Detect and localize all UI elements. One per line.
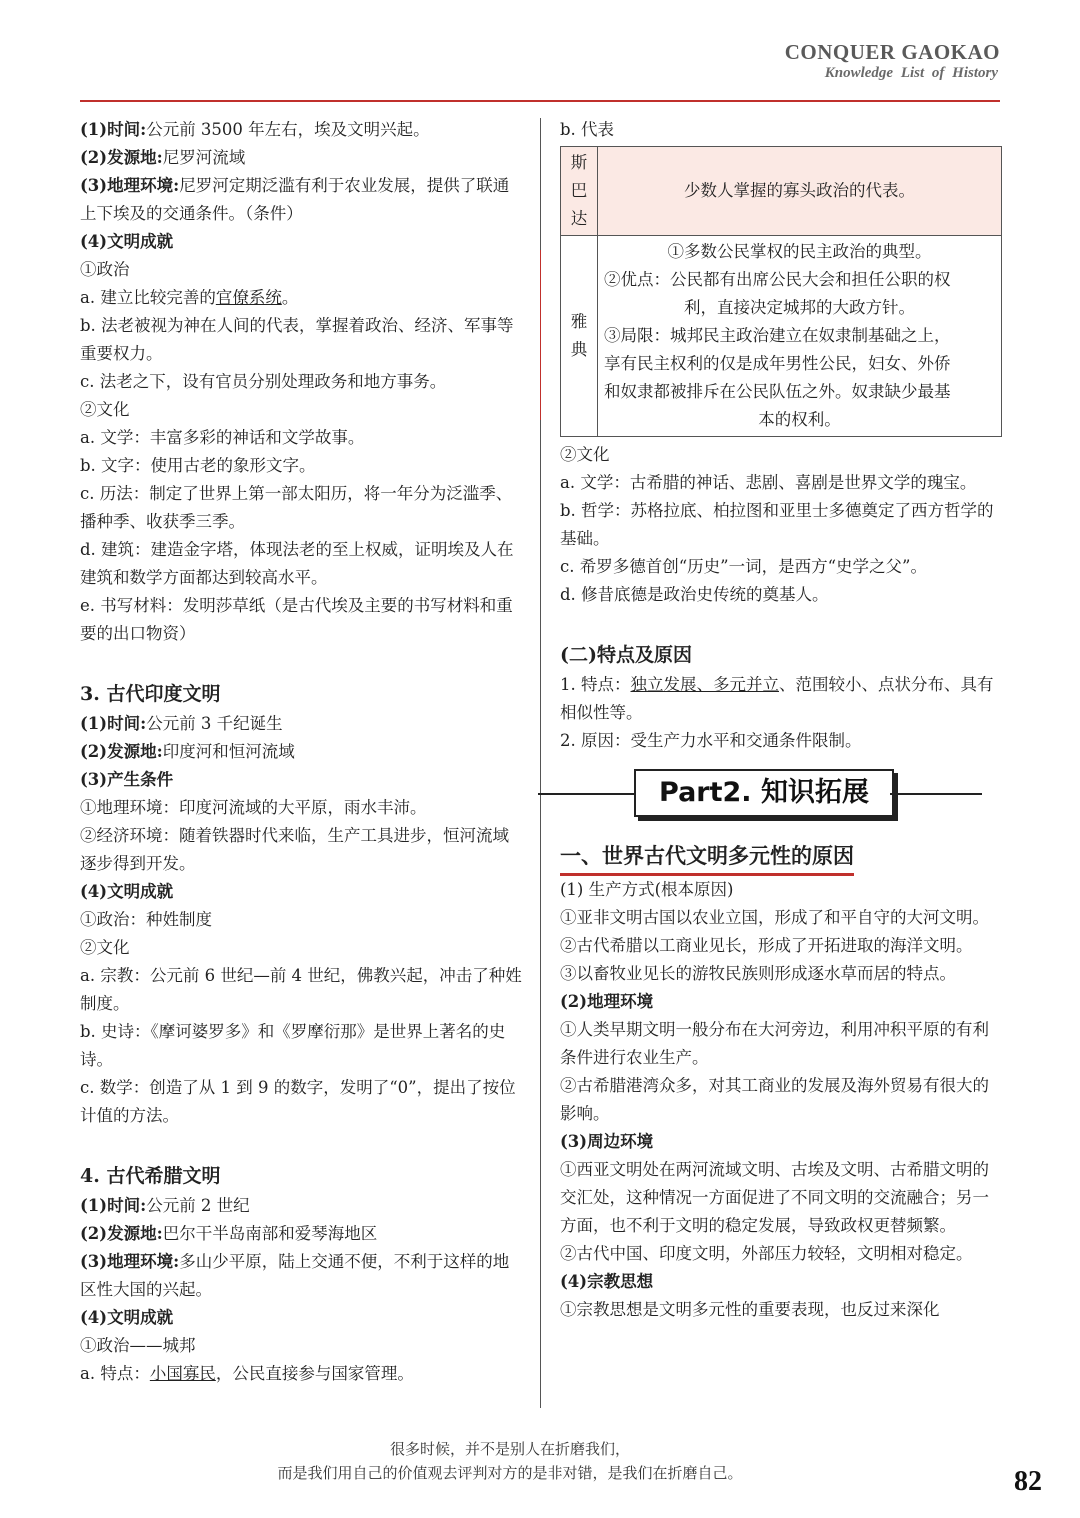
part2-line-right — [890, 793, 982, 795]
part2-line-left — [538, 793, 634, 795]
section-heading — [80, 678, 522, 710]
text-line — [80, 710, 522, 738]
text-line — [80, 256, 522, 284]
text-line — [80, 878, 522, 906]
athens-text-line: ①多数公民掌权的民主政治的典型。 — [667, 242, 932, 261]
text-line — [80, 396, 522, 424]
text-line — [560, 116, 1002, 144]
footer-quote-line-2: 而是我们用自己的价值观去评判对方的是非对错，是我们在折磨自己。 — [277, 1464, 743, 1482]
text-line — [80, 116, 522, 144]
text-run: e. 书写材料：发明莎草纸（是古代埃及主要的书写材料和重要的出口物资） — [80, 596, 513, 643]
text-run: d. 修昔底德是政治史传统的奠基人。 — [560, 585, 829, 604]
athens-text-line: ②优点：公民都有出席公民大会和担任公职的权 — [604, 270, 951, 289]
athens-text-line: 本的权利。 — [758, 410, 841, 429]
text-run: c. 数学：创造了从 1 到 9 的数字，发明了“0”，提出了按位计值的方法。 — [80, 1078, 516, 1125]
text-line — [80, 1304, 522, 1332]
left-column — [80, 116, 522, 1388]
bold-label: (4)文明成就 — [80, 232, 174, 251]
text-run: (1) 生产方式(根本原因) — [560, 880, 734, 899]
text-run: (二)特点及原因 — [560, 644, 692, 666]
bold-label: (2)发源地: — [80, 148, 163, 167]
text-line — [80, 934, 522, 962]
text-run: b. 法老被视为神在人间的代表，掌握着政治、经济、军事等重要权力。 — [80, 316, 514, 363]
text-line — [80, 766, 522, 794]
text-run: ①政治 — [80, 260, 130, 279]
text-line — [560, 1072, 1002, 1128]
bold-label: (2)发源地: — [80, 742, 163, 761]
athens-text-line: ③局限：城邦民主政治建立在奴隶制基础之上， — [604, 326, 951, 345]
text-line — [80, 1248, 522, 1304]
athens-text-line: 和奴隶都被排斥在公民队伍之外。奴隶缺少最基 — [604, 382, 951, 401]
text-run: ②经济环境：随着铁器时代来临，生产工具进步，恒河流域逐步得到开发。 — [80, 826, 509, 873]
underlined-term: 独立发展、多元并立 — [630, 675, 779, 694]
text-line — [560, 876, 1002, 904]
text-run: a. 文学：古希腊的神话、悲剧、喜剧是世界文学的瑰宝。 — [560, 473, 977, 492]
text-line — [80, 1360, 522, 1388]
bold-label: (2)发源地: — [80, 1224, 163, 1243]
text-run: 3. 古代印度文明 — [80, 683, 221, 705]
bold-label: (3)地理环境: — [80, 176, 180, 195]
text-line — [560, 988, 1002, 1016]
text-line — [560, 671, 1002, 727]
label-char: 雅 — [570, 312, 588, 331]
text-line — [80, 822, 522, 878]
text-line — [560, 1268, 1002, 1296]
text-run: 印度河和恒河流域 — [162, 742, 295, 761]
bold-label: (1)时间: — [80, 120, 147, 139]
section-heading — [560, 639, 1002, 671]
text-line — [560, 1156, 1002, 1240]
text-run: 。 — [281, 288, 299, 307]
text-line — [560, 727, 1002, 755]
text-run: ，公民直接参与国家管理。 — [215, 1364, 414, 1383]
text-line — [80, 906, 522, 934]
spacer — [80, 1130, 522, 1146]
text-line — [80, 1074, 522, 1130]
text-run: b. 文字：使用古老的象形文字。 — [80, 456, 316, 475]
text-line — [560, 932, 1002, 960]
text-line — [80, 144, 522, 172]
text-line — [80, 172, 522, 228]
text-run: 2. 原因：受生产力水平和交通条件限制。 — [560, 731, 862, 750]
athens-description — [598, 236, 1002, 437]
text-line — [80, 424, 522, 452]
text-run: b. 代表 — [560, 120, 615, 139]
text-run: ①宗教思想是文明多元性的重要表现，也反过来深化 — [560, 1300, 940, 1319]
text-run: 公元前 2 世纪 — [146, 1196, 250, 1215]
sparta-label — [561, 147, 598, 236]
bold-label: (3)产生条件 — [80, 770, 174, 789]
text-line — [80, 228, 522, 256]
text-line — [560, 441, 1002, 469]
athens-label — [561, 236, 598, 437]
text-line — [80, 1192, 522, 1220]
bold-label: (1)时间: — [80, 1196, 147, 1215]
text-line — [560, 1128, 1002, 1156]
text-line — [80, 1332, 522, 1360]
text-run: ①地理环境：印度河流域的大平原，雨水丰沛。 — [80, 798, 427, 817]
part2-label: Part2. 知识拓展 — [634, 769, 894, 817]
text-run: 公元前 3500 年左右，埃及文明兴起。 — [146, 120, 430, 139]
bold-label: (4)文明成就 — [80, 1308, 174, 1327]
text-run: 尼罗河流域 — [162, 148, 246, 167]
text-line — [80, 536, 522, 592]
text-run: 尼罗河定期泛滥有利于农业发展，提供了联通上下埃及的交通条件。（条件） — [80, 176, 510, 223]
right-column — [560, 116, 1002, 1324]
text-line — [80, 1220, 522, 1248]
accent-line — [540, 250, 541, 420]
text-line — [80, 480, 522, 536]
section-title: 一、世界古代文明多元性的原因 — [560, 839, 854, 876]
bold-label: (3)地理环境: — [80, 1252, 180, 1271]
text-run: c. 希罗多德首创“历史”一词，是西方“史学之父”。 — [560, 557, 927, 576]
section-heading — [80, 1160, 522, 1192]
text-line — [80, 368, 522, 396]
text-run: ①政治：种姓制度 — [80, 910, 212, 929]
label-char: 达 — [570, 209, 588, 228]
text-run: ①人类早期文明一般分布在大河旁边，利用冲积平原的有利条件进行农业生产。 — [560, 1020, 989, 1067]
text-line — [560, 1296, 1002, 1324]
text-line — [80, 1018, 522, 1074]
text-run: ②文化 — [80, 400, 130, 419]
text-line — [560, 904, 1002, 932]
text-run: ②古代中国、印度文明，外部压力较轻，文明相对稳定。 — [560, 1244, 973, 1263]
city-state-table — [560, 146, 1002, 437]
footer-quote-line-1: 很多时候，并不是别人在折磨我们， — [389, 1440, 630, 1458]
table-row-sparta — [561, 147, 1002, 236]
text-run: ②文化 — [560, 445, 610, 464]
text-line — [80, 284, 522, 312]
text-run: ②文化 — [80, 938, 130, 957]
spacer — [560, 609, 1002, 625]
text-run: a. 文学：丰富多彩的神话和文学故事。 — [80, 428, 365, 447]
text-line — [560, 1016, 1002, 1072]
text-run: ①政治——城邦 — [80, 1336, 196, 1355]
text-run: 公元前 3 千纪诞生 — [146, 714, 283, 733]
text-run: b. 史诗：《摩诃婆罗多》和《罗摩衍那》是世界上著名的史诗。 — [80, 1022, 506, 1069]
page-number: 82 — [1014, 1466, 1042, 1497]
header-subtitle: Knowledge List of History — [824, 65, 998, 81]
text-run: a. 特点： — [80, 1364, 150, 1383]
text-run: c. 历法：制定了世界上第一部太阳历，将一年分为泛滥季、播种季、收获季三季。 — [80, 484, 513, 531]
label-char: 巴 — [570, 181, 588, 200]
label-char: 典 — [570, 340, 588, 359]
text-line — [80, 592, 522, 648]
text-run: 巴尔干半岛南部和爱琴海地区 — [162, 1224, 378, 1243]
underlined-term: 小国寡民 — [149, 1364, 216, 1383]
text-run: 4. 古代希腊文明 — [80, 1165, 221, 1187]
text-run: ②古希腊港湾众多，对其工商业的发展及海外贸易有很大的影响。 — [560, 1076, 989, 1123]
header-rule — [80, 100, 1000, 102]
text-run: ①亚非文明古国以农业立国，形成了和平自守的大河文明。 — [560, 908, 989, 927]
text-line — [560, 1240, 1002, 1268]
text-line — [80, 794, 522, 822]
text-run: 1. 特点： — [560, 675, 631, 694]
text-line — [80, 452, 522, 480]
text-run: ①西亚文明处在两河流域文明、古埃及文明、古希腊文明的交汇处，这种情况一方面促进了不同文明的交流融合；另一方面，也不利于文明的稳定发展，导致政权更替频繁。 — [560, 1160, 989, 1235]
label-char: 斯 — [570, 153, 588, 172]
text-line — [560, 469, 1002, 497]
text-line — [560, 960, 1002, 988]
text-line — [80, 738, 522, 766]
text-line — [80, 962, 522, 1018]
bold-label: (2)地理环境 — [560, 992, 654, 1011]
bold-label: (4)宗教思想 — [560, 1272, 654, 1291]
text-run: ②古代希腊以工商业见长，形成了开拓进取的海洋文明。 — [560, 936, 973, 955]
bold-label: (3)周边环境 — [560, 1132, 654, 1151]
header-title: CONQUER GAOKAO — [784, 40, 1000, 64]
text-run: 、范围较小、点状分布、具有相似性等。 — [560, 675, 994, 722]
text-line — [560, 553, 1002, 581]
bold-label: (1)时间: — [80, 714, 147, 733]
athens-text-line: 享有民主权利的仅是成年男性公民，妇女、外侨 — [604, 354, 951, 373]
text-run: c. 法老之下，设有官员分别处理政务和地方事务。 — [80, 372, 447, 391]
text-line — [80, 312, 522, 368]
text-run: a. 建立比较完善的 — [80, 288, 216, 307]
text-run: ③以畜牧业见长的游牧民族则形成逐水草而居的特点。 — [560, 964, 956, 983]
athens-text-line: 利，直接决定城邦的大政方针。 — [684, 298, 915, 317]
text-run: d. 建筑：建造金字塔，体现法老的至上权威，证明埃及人在建筑和数学方面都达到较高水平。 — [80, 540, 514, 587]
bold-label: (4)文明成就 — [80, 882, 174, 901]
sparta-description: 少数人掌握的寡头政治的代表。 — [598, 147, 1002, 236]
text-run: 多山少平原，陆上交通不便，不利于这样的地区性大国的兴起。 — [80, 1252, 510, 1299]
text-line — [560, 497, 1002, 553]
text-run: a. 宗教：公元前 6 世纪—前 4 世纪，佛教兴起，冲击了种姓制度。 — [80, 966, 522, 1013]
spacer — [80, 648, 522, 664]
text-run: b. 哲学：苏格拉底、柏拉图和亚里士多德奠定了西方哲学的基础。 — [560, 501, 994, 548]
table-row-athens — [561, 236, 1002, 437]
underlined-term: 官僚系统 — [215, 288, 282, 307]
part2-banner — [538, 769, 1002, 821]
text-line — [560, 581, 1002, 609]
